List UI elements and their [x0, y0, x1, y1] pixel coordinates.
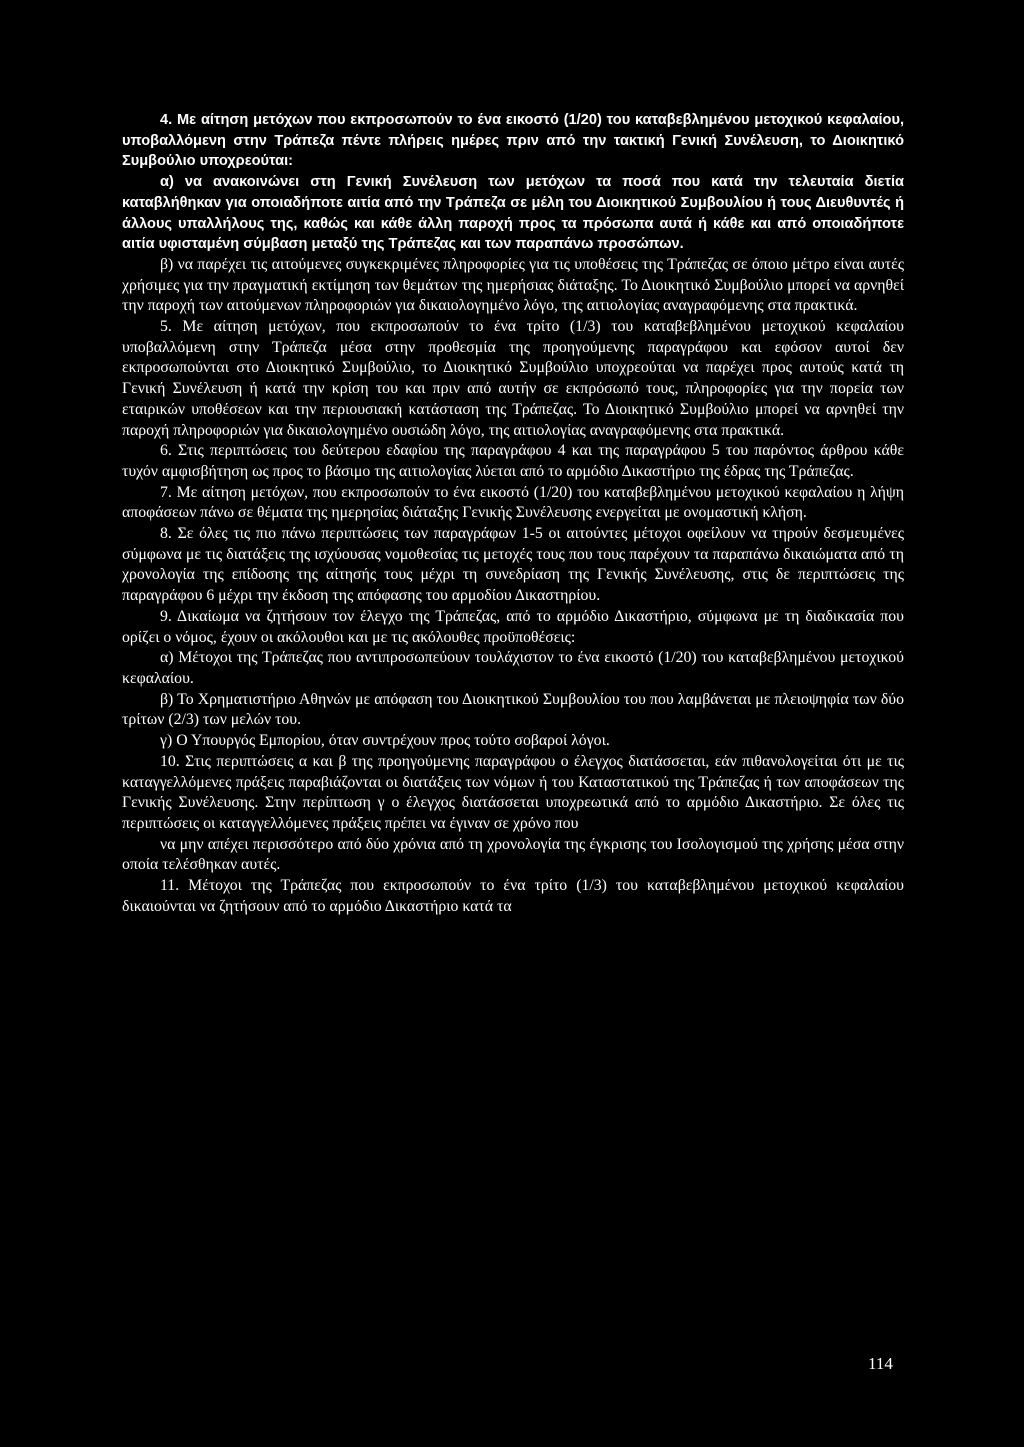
- page-number: 114: [868, 1354, 893, 1373]
- paragraph-6: 6. Στις περιπτώσεις του δεύτερου εδαφίου της παραγράφου 4 και της παραγράφου 5 του παρόντος άρθρου κάθε τυχόν αμφισβήτηση ως προς το βάσιμο της αιτιολογίας λύεται από το αρμόδιο Δικαστήριο της έδρας της Τράπεζας.: [122, 442, 904, 480]
- paragraph-7: 7. Με αίτηση μετόχων, που εκπροσωπούν το ένα εικοστό (1/20) του καταβεβλημένου μετοχικού κεφαλαίου η λήψη αποφάσεων πάνω σε θέματα της ημερησίας διάταξης Γενικής Συνέλευσης ενεργείται με ονομαστική κλήση.: [122, 483, 904, 522]
- paragraph-11: 11. Μέτοχοι της Τράπεζας που εκπροσωπούν το ένα τρίτο (1/3) του καταβεβλημένου μετοχικού κεφαλαίου δικαιούνται να ζητήσουν από το αρμόδιο Δικαστήριο κατά τα: [122, 877, 904, 915]
- paragraph-4b: β) να παρέχει τις αιτούμενες συγκεκριμένες πληροφορίες για τις υποθέσεις της Τράπεζας σε όποιο μέτρο είναι αυτές χρήσιμες για την πραγματική εκτίμηση των θεμάτων της ημερήσιας διάταξης. Το Διοικητικό Συμβούλιο μπορεί να αρνηθεί την παροχή των αιτούμενων πληροφοριών για δικαιολογημένο λόγο, της αιτιολογίας αναγραφόμενης στα πρακτικά.: [122, 255, 904, 315]
- paragraph-5: 5. Με αίτηση μετόχων, που εκπροσωπούν το ένα τρίτο (1/3) του καταβεβλημένου μετοχικού κεφαλαίου υποβαλλόμενη στην Τράπεζα μέσα στην προθεσμία της προηγούμενης παραγράφου και εφόσον αυτοί δεν εκπροσωπούνται στο Διοικητικό Συμβούλιο, το Διοικητικό Συμβούλιο υποχρεούται να παρέχει προς αυτούς κατά τη Γενική Συνέλευση ή κατά την κρίση του και πριν από αυτήν σε εκπρόσωπό τους, πληροφορίες για την πορεία των εταιρικών υποθέσεων και την περιουσιακή κατάσταση της Τράπεζας. Το Διοικητικό Συμβούλιο μπορεί να αρνηθεί την παροχή πληροφοριών για δικαιολογημένο ουσιώδη λόγο, της αιτιολογίας αναγραφόμενης στα πρακτικά.: [122, 318, 904, 439]
- paragraph-9a: α) Μέτοχοι της Τράπεζας που αντιπροσωπεύουν τουλάχιστον το ένα εικοστό (1/20) του καταβεβλημένου μετοχικού κεφαλαίου.: [122, 649, 904, 687]
- paragraph-9c: γ) Ο Υπουργός Εμπορίου, όταν συντρέχουν προς τούτο σοβαροί λόγοι.: [160, 732, 610, 750]
- paragraph-4a: α) να ανακοινώνει στη Γενική Συνέλευση των μετόχων τα ποσά που κατά την τελευταία διετία καταβλήθηκαν για οποιαδήποτε αιτία από την Τράπεζα σε μέλη του Διοικητικού Συμβουλίου ή τους Διευθυντές ή άλλους υπαλλήλους της, καθώς και κάθε άλλη παροχή προς τα πρόσωπα αυτά ή κάθε και από οποιαδήποτε αιτία υφισταμένη σύμβαση μεταξύ της Τράπεζας και των παραπάνω προσώπων.: [122, 174, 904, 253]
- paragraph-9b: β) Το Χρηματιστήριο Αθηνών με απόφαση του Διοικητικού Συμβουλίου του που λαμβάνεται με πλειοψηφία των δύο τρίτων (2/3) των μελών του.: [122, 690, 904, 729]
- paragraph-4: 4. Με αίτηση μετόχων που εκπροσωπούν το ένα εικοστό (1/20) του καταβεβλημένου μετοχικού κεφαλαίου, υποβαλλόμενη στην Τράπεζα πέντε πλήρεις ημέρες πριν από την τακτική Γενική Συνέλευση, το Διοικητικό Συμβούλιο υποχρεούται:: [122, 112, 904, 170]
- paragraph-10-continued: να μην απέχει περισσότερο από δύο χρόνια από τη χρονολογία της έγκρισης του Ισολογισμού της χρήσης μέσα στην οποία τελέσθηκαν αυτές.: [122, 835, 904, 874]
- paragraph-10: 10. Στις περιπτώσεις α και β της προηγούμενης παραγράφου ο έλεγχος διατάσσεται, εάν πιθανολογείται ότι με τις καταγγελλόμενες πράξεις παραβιάζονται οι διατάξεις των νόμων ή του Καταστατικού της Τράπεζας ή των αποφάσεων της Γενικής Συνέλευσης. Στην περίπτωση γ ο έλεγχος διατάσσεται υποχρεωτικά από το αρμόδιο Δικαστήριο. Σε όλες τις περιπτώσεις οι καταγγελλόμενες πράξεις πρέπει να έγιναν σε χρόνο που: [122, 752, 904, 832]
- document-body: [122, 110, 904, 917]
- paragraph-9: 9. Δικαίωμα να ζητήσουν τον έλεγχο της Τράπεζας, από το αρμόδιο Δικαστήριο, σύμφωνα με τη διαδικασία που ορίζει ο νόμος, έχουν οι ακόλουθοι και με τις ακόλουθες προϋποθέσεις:: [122, 607, 904, 646]
- paragraph-8: 8. Σε όλες τις πιο πάνω περιπτώσεις των παραγράφων 1-5 οι αιτούντες μέτοχοι οφείλουν να τηρούν δεσμευμένες σύμφωνα με τις διατάξεις της ισχύουσας νομοθεσίας τις μετοχές τους που τους παρέχουν τα παραπάνω δικαιώματα από τη χρονολογία της επίδοσης της αίτησής τους μέχρι τη συνεδρίαση της Γενικής Συνέλευσης, στις δε περιπτώσεις της παραγράφου 6 μέχρι την έκδοση της απόφασης του αρμοδίου Δικαστηρίου.: [122, 525, 904, 605]
